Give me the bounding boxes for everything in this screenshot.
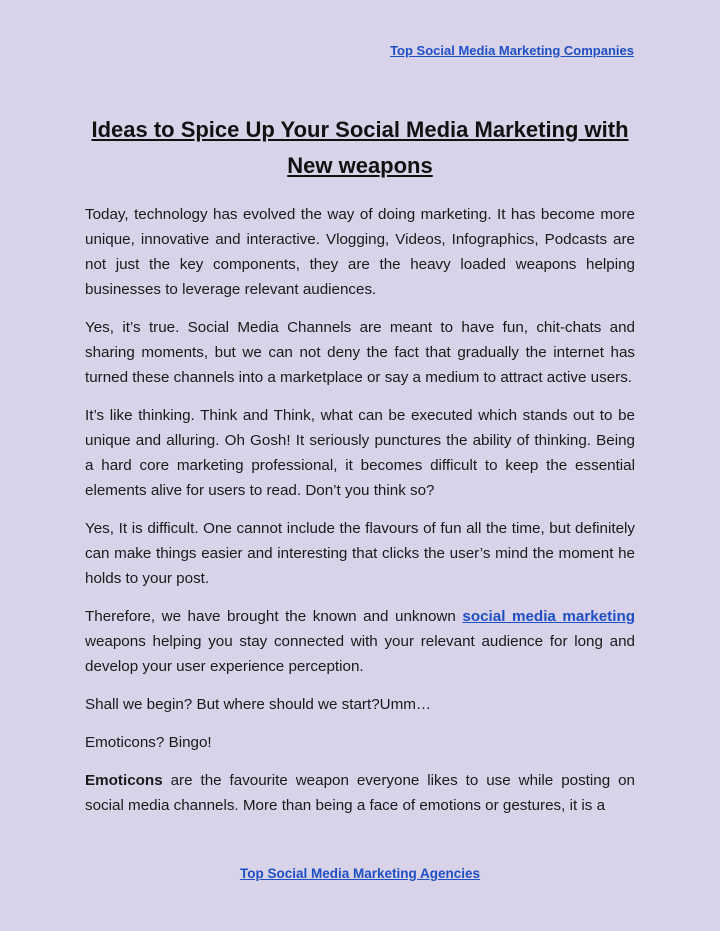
paragraph-3: It’s like thinking. Think and Think, what can be executed which stands out to be unique and alluring. Oh Gosh! It seriously punctures the ability of thinking. Being a hard core marketing professional, it becomes difficult to keep the essential elements alive for users to read. Don’t you think so? [85,407,635,499]
article-title: Ideas to Spice Up Your Social Media Marketing with New weapons [91,117,629,178]
paragraph-6: Shall we begin? But where should we start?Umm… [85,696,432,713]
social-media-marketing-link[interactable]: social media marketing [462,608,636,625]
paragraph-1: Today, technology has evolved the way of doing marketing. It has become more unique, innovative and interactive. Vlogging, Videos, Infographics, Podcasts are not just the key components, they are the heavy loaded weapons helping businesses to leverage relevant audiences. [85,206,635,298]
header-link[interactable]: Top Social Media Marketing Companies [390,43,634,58]
paragraph-5-text-after: weapons helping you stay connected with your relevant audience for long and develop your user experience perception. [85,633,635,675]
paragraph-2: Yes, it’s true. Social Media Channels are meant to have fun, chit-chats and sharing moments, but we can not deny the fact that gradually the internet has turned these channels into a marketplace or say a medium to attract active users. [85,319,635,386]
paragraph-5-text-before: Therefore, we have brought the known and unknown [85,608,463,625]
paragraph-5 [85,604,635,679]
paragraph-7: Emoticons? Bingo! [85,734,212,751]
paragraph-4: Yes, It is difficult. One cannot include the flavours of fun all the time, but definitely can make things easier and interesting that clicks the user’s mind the moment he holds to your post. [85,520,635,587]
emoticons-bold-term: Emoticons [85,772,163,789]
article-body [85,202,635,831]
paragraph-8 [85,768,635,818]
paragraph-8-text-after: are the favourite weapon everyone likes to use while posting on social media channels. More than being a face of emotions or gestures, it is a [85,772,635,814]
footer-link[interactable]: Top Social Media Marketing Agencies [239,866,481,881]
